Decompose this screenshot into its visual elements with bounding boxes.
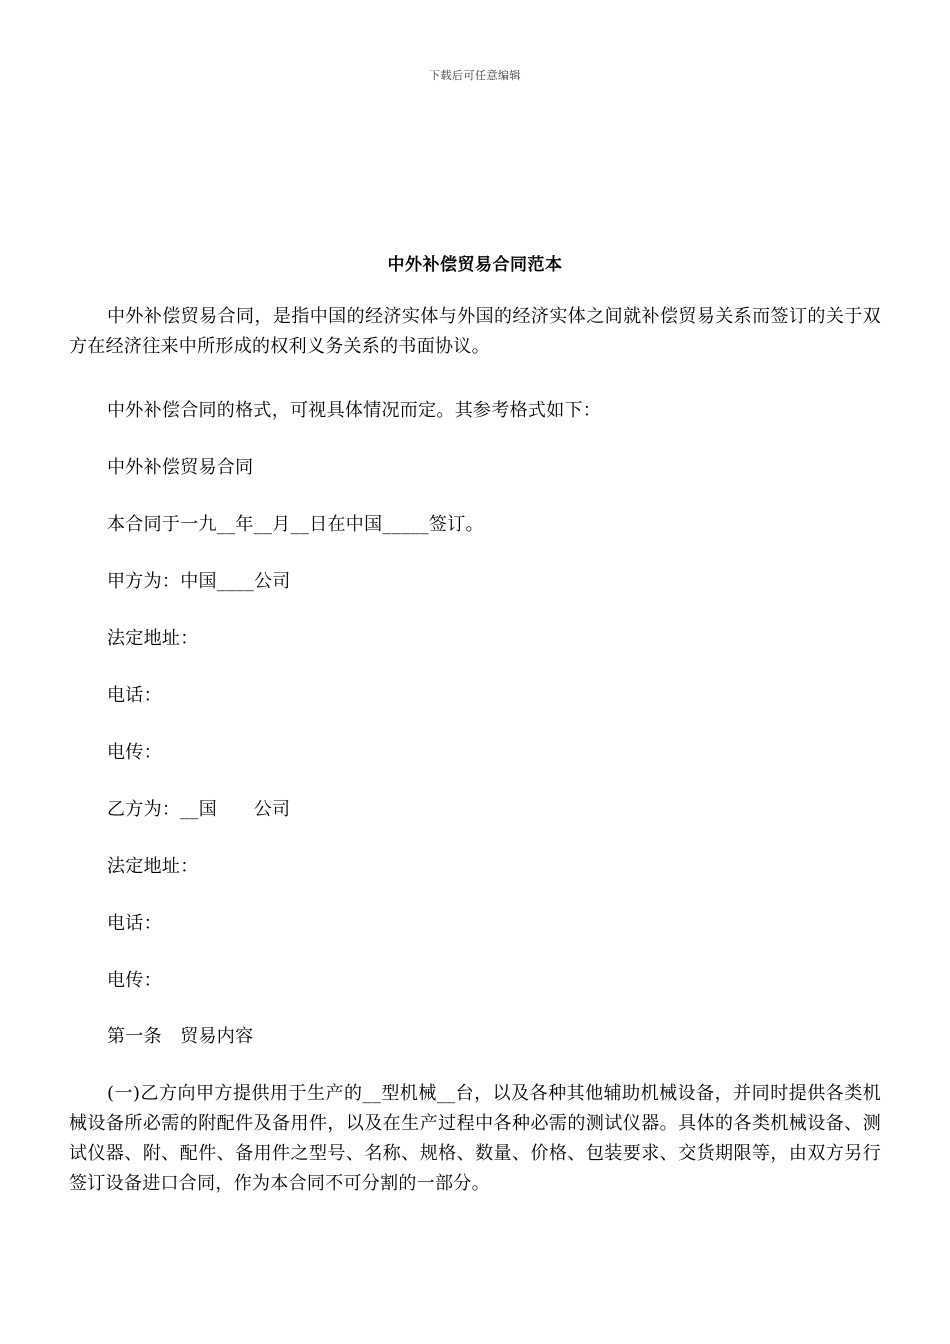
party-a-line: 甲方为：中国____公司	[107, 571, 291, 592]
article-one-clause-1: (一)乙方向甲方提供用于生产的__型机械__台，以及各种其他辅助机械设备，并同时提供各类机械设备所必需的附配件及备用件，以及在生产过程中各种必需的测试仪器。具体的各类机械设备、测试仪器、附、配件、备用件之型号、名称、规格、数量、价格、包装要求、交货期限等，由双方另行签订设备进口合同，作为本合同不可分割的一部分。	[69, 1083, 881, 1194]
party-b-phone-line: 电话：	[107, 913, 162, 934]
signing-date-line: 本合同于一九__年__月__日在中国_____签订。	[107, 514, 484, 535]
contract-name-line: 中外补偿贸易合同	[107, 457, 254, 478]
party-a-phone-line: 电话：	[107, 685, 162, 706]
article-one-heading: 第一条 贸易内容	[107, 1026, 254, 1047]
page-header-note: 下载后可任意编辑	[429, 69, 521, 82]
party-b-address-line: 法定地址：	[107, 856, 199, 877]
party-a-address-line: 法定地址：	[107, 628, 199, 649]
party-b-telex-line: 电传：	[107, 970, 162, 991]
party-a-telex-line: 电传：	[107, 742, 162, 763]
format-paragraph: 中外补偿合同的格式，可视具体情况而定。其参考格式如下：	[107, 400, 602, 421]
document-title: 中外补偿贸易合同范本	[387, 255, 563, 275]
intro-paragraph: 中外补偿贸易合同，是指中国的经济实体与外国的经济实体之间就补偿贸易关系而签订的关于双方在经济往来中所形成的权利义务关系的书面协议。	[69, 306, 881, 357]
party-b-line: 乙方为：__国 公司	[107, 799, 291, 820]
